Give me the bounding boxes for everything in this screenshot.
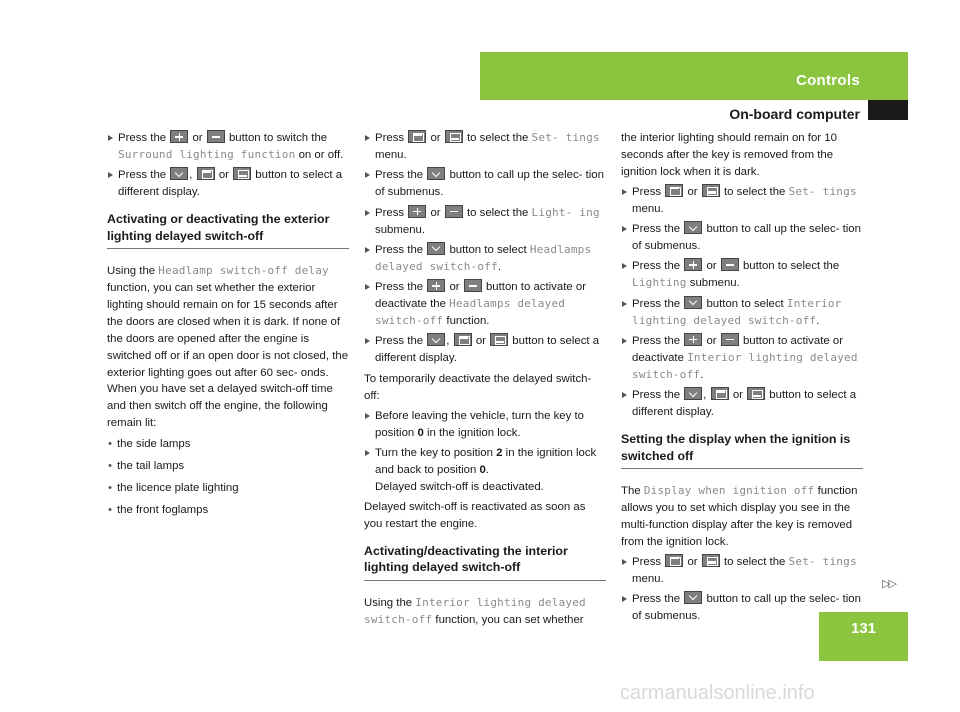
plus-key-icon: [684, 333, 702, 346]
section-heading: Setting the display when the ignition is switched off: [621, 431, 863, 469]
paragraph: Using the Headlamp switch-off delay function, you can set whether the exterior lighting should remain on for 15 seconds after the doors are closed when it is dark. If none of the doors are opened after the engine is switched off or if an open door is not closed, the exterior lighting goes out after 60 sec- onds.: [107, 264, 349, 379]
section-heading: Activating or deactivating the exterior lighting delayed switch-off: [107, 211, 349, 249]
plus-key-icon: [427, 279, 445, 292]
minus-key-icon: [721, 258, 739, 271]
display-up-key-icon: [665, 554, 683, 567]
column-1: [107, 130, 349, 524]
plus-key-icon: [170, 130, 188, 143]
list-item: • the licence plate lighting: [107, 480, 349, 497]
display-down-key-icon: [702, 554, 720, 567]
minus-key-icon: [207, 130, 225, 143]
step: Press or to select the Set- tings menu.: [364, 130, 606, 164]
display-up-key-icon: [665, 184, 683, 197]
display-down-key-icon: [445, 130, 463, 143]
display-up-key-icon: [408, 130, 426, 143]
step: Press the or button to select the Lighting submenu.: [621, 258, 863, 292]
list-item: • the front foglamps: [107, 502, 349, 519]
display-up-key-icon: [197, 167, 215, 180]
section-tab: [480, 52, 908, 100]
paragraph: The Display when ignition off function allows you to set which display you see in the multi-function display after the key is removed from the ignition lock.: [621, 484, 858, 548]
display-down-key-icon: [702, 184, 720, 197]
step: Press the button to call up the selec- tion of submenus.: [364, 167, 606, 201]
down-key-icon: [427, 333, 445, 346]
step: Press the button to select Headlamps delayed switch-off.: [364, 242, 606, 276]
header-marker: [868, 100, 908, 120]
page-number: 131: [850, 620, 877, 637]
down-key-icon: [170, 167, 188, 180]
display-up-key-icon: [454, 333, 472, 346]
down-key-icon: [427, 167, 445, 180]
continue-arrows-icon: ▷▷: [882, 578, 895, 590]
step: Press the button to call up the selec- tion of submenus.: [621, 591, 863, 625]
step: Press the or button to activate or deactivate Interior lighting delayed switch-off.: [621, 333, 863, 384]
step: Before leaving the vehicle, turn the key to position 0 in the ignition lock.: [364, 408, 606, 442]
down-key-icon: [684, 221, 702, 234]
minus-key-icon: [445, 205, 463, 218]
down-key-icon: [684, 296, 702, 309]
paragraph: Using the Interior lighting delayed switch-off function, you can set whether: [364, 595, 586, 626]
minus-key-icon: [464, 279, 482, 292]
minus-key-icon: [721, 333, 739, 346]
step: Press the , or button to select a different display.: [107, 167, 349, 201]
column-2: [364, 130, 606, 629]
step: Press the button to select Interior lighting delayed switch-off.: [621, 296, 863, 330]
paragraph: To temporarily deactivate the delayed switch- off:: [364, 372, 592, 402]
step: Turn the key to position 2 in the ignition lock and back to position 0. Delayed switch-off is deactivated.: [364, 445, 606, 496]
list-item: • the tail lamps: [107, 458, 349, 475]
subsection-title: On-board computer: [729, 106, 860, 122]
step: Press or to select the Set- tings menu.: [621, 554, 863, 588]
plus-key-icon: [408, 205, 426, 218]
paragraph: Delayed switch-off is reactivated as soon as you restart the engine.: [364, 501, 586, 531]
section-title: Controls: [795, 72, 860, 89]
paragraph: When you have set a delayed switch-off time and then switch off the engine, the following remain lit:: [107, 383, 333, 430]
page-number-tab: [819, 612, 908, 661]
down-key-icon: [684, 387, 702, 400]
down-key-icon: [427, 242, 445, 255]
display-up-key-icon: [711, 387, 729, 400]
step: Press the or button to switch the Surround lighting function on or off.: [107, 130, 349, 164]
column-3: [621, 130, 863, 628]
display-down-key-icon: [490, 333, 508, 346]
list-item: • the side lamps: [107, 436, 349, 453]
step: Press the , or button to select a different display.: [621, 387, 863, 421]
step: Press the or button to activate or deactivate the Headlamps delayed switch-off function.: [364, 279, 606, 330]
down-key-icon: [684, 591, 702, 604]
plus-key-icon: [684, 258, 702, 271]
step: Press or to select the Set- tings menu.: [621, 184, 863, 218]
step: Press or to select the Light- ing submenu.: [364, 205, 606, 239]
step: Press the , or button to select a different display.: [364, 333, 606, 367]
watermark: carmanualsonline.info: [620, 682, 815, 704]
section-heading: Activating/deactivating the interior lighting delayed switch-off: [364, 543, 606, 581]
paragraph: the interior lighting should remain on for 10 seconds after the key is removed from the ignition lock when it is dark.: [621, 132, 837, 178]
display-down-key-icon: [747, 387, 765, 400]
step: Press the button to call up the selec- tion of submenus.: [621, 221, 863, 255]
display-down-key-icon: [233, 167, 251, 180]
